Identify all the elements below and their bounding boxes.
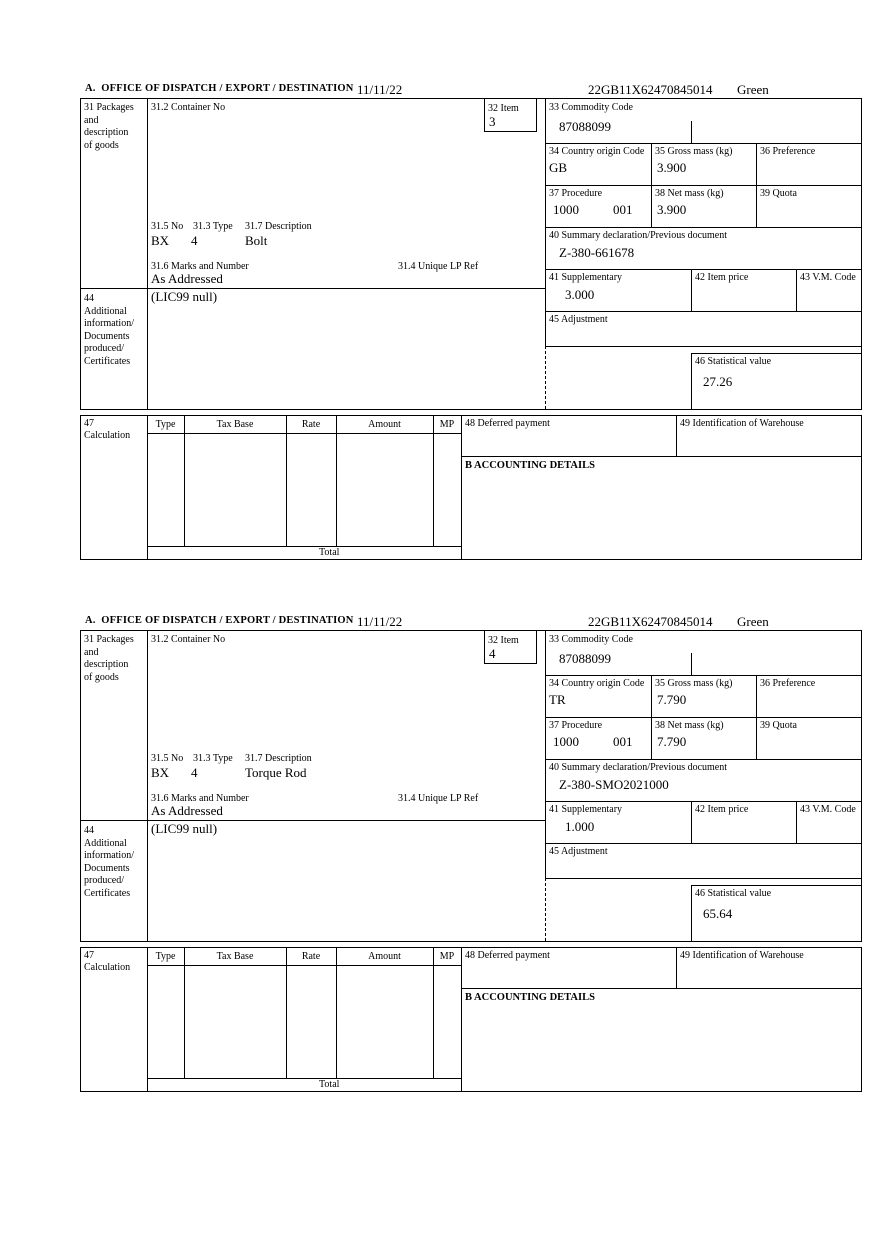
box-41-supplementary-label: 41 Supplementary	[549, 804, 623, 815]
divider-header-row	[147, 965, 461, 966]
column-header-amount: Amount	[368, 419, 401, 430]
statistical-value: 27.26	[703, 374, 733, 389]
divider	[433, 948, 434, 1078]
label-line: information/	[84, 850, 134, 861]
divider-header-row	[147, 433, 461, 434]
box-31-2-container-no-label: 31.2 Container No	[151, 102, 226, 113]
label-line: of goods	[84, 139, 119, 151]
box-35-gross-mass-label: 35 Gross mass (kg)	[655, 678, 733, 689]
box-31-3-type-label: 31.3 Type	[193, 221, 233, 232]
declaration-date: 11/11/22	[357, 614, 403, 629]
item-number-value: 4	[489, 646, 496, 661]
box-32-item-label: 32 Item	[488, 103, 519, 114]
column-header-type: Type	[155, 951, 176, 962]
label-line: of goods	[84, 671, 119, 683]
divider-total-row	[147, 546, 461, 547]
column-header-rate: Rate	[301, 951, 321, 962]
box-33-commodity-code-label: 33 Commodity Code	[549, 634, 633, 645]
column-header-type: Type	[155, 419, 176, 430]
goods-item-box	[80, 98, 862, 410]
package-no-value: BX	[151, 765, 170, 780]
divider-item-box-bottom	[484, 663, 537, 664]
previous-document-value: Z-380-SMO2021000	[559, 777, 669, 792]
package-no-value: BX	[151, 233, 170, 248]
divider	[545, 801, 861, 802]
label-line: Additional	[84, 305, 127, 317]
declaration-item-section-4	[80, 614, 862, 1092]
divider	[433, 416, 434, 546]
divider	[461, 988, 861, 989]
divider	[796, 801, 797, 843]
declaration-item-section-3	[80, 82, 862, 560]
box-39-quota-label: 39 Quota	[760, 720, 797, 731]
divider	[336, 948, 337, 1078]
goods-description-value: Torque Rod	[245, 765, 307, 780]
divider-statistical-left	[691, 885, 692, 941]
divider	[691, 269, 692, 311]
box-38-net-mass-label: 38 Net mass (kg)	[655, 188, 724, 199]
box-36-preference-label: 36 Preference	[760, 146, 816, 157]
box-44-additional-info-label	[84, 293, 134, 368]
divider	[545, 759, 861, 760]
declaration-date: 11/11/22	[357, 82, 403, 97]
office-of-dispatch-title: A. OFFICE OF DISPATCH / EXPORT / DESTINATION	[85, 83, 354, 94]
divider	[184, 948, 185, 1078]
column-header-tax-base: Tax Base	[216, 419, 254, 430]
divider	[545, 185, 861, 186]
divider	[545, 269, 861, 270]
box-32-item-label: 32 Item	[488, 635, 519, 646]
package-type-value: 4	[191, 765, 198, 780]
box-45-adjustment-label: 45 Adjustment	[549, 846, 608, 857]
box-48-deferred-payment-label: 48 Deferred payment	[465, 950, 550, 961]
column-header-mp: MP	[439, 951, 455, 962]
label-line: Documents	[84, 862, 130, 874]
divider-item-box-right	[536, 631, 537, 663]
commodity-code-separator	[691, 653, 692, 675]
divider	[461, 456, 861, 457]
box-31-4-unique-lp-ref-label: 31.4 Unique LP Ref	[398, 793, 479, 804]
divider	[545, 717, 861, 718]
supplementary-units-value: 3.000	[565, 287, 595, 302]
divider-statistical-dashed	[545, 346, 546, 409]
box-40-previous-document-label: 40 Summary declaration/Previous document	[549, 762, 728, 773]
box-31-5-no-label: 31.5 No	[151, 221, 184, 232]
box-31-packages-label	[84, 102, 134, 152]
marks-numbers-value: As Addressed	[151, 271, 223, 286]
label-line: 31 Packages	[84, 102, 134, 113]
column-header-rate: Rate	[301, 419, 321, 430]
divider-left-column	[147, 631, 148, 941]
box-31-5-no-label: 31.5 No	[151, 753, 184, 764]
package-type-value: 4	[191, 233, 198, 248]
label-line: 44	[84, 293, 94, 304]
net-mass-value: 7.790	[657, 734, 687, 749]
divider-right-column	[545, 99, 546, 346]
additional-information-value: (LIC99 null)	[151, 821, 218, 836]
box-47-calculation-label	[84, 950, 130, 974]
gross-mass-value: 3.900	[657, 160, 687, 175]
item-number-value: 3	[489, 114, 496, 129]
calculation-box	[80, 947, 862, 1092]
box-31-2-container-no-label: 31.2 Container No	[151, 634, 226, 645]
divider	[796, 269, 797, 311]
total-label: Total	[319, 1079, 340, 1090]
label-line: description	[84, 127, 129, 138]
divider-item-box-left	[484, 631, 485, 663]
routing-status: Green	[737, 614, 769, 629]
box-39-quota-label: 39 Quota	[760, 188, 797, 199]
divider	[461, 948, 462, 1091]
accounting-details-heading: B ACCOUNTING DETAILS	[465, 460, 595, 471]
procedure-suffix-value: 001	[613, 734, 633, 749]
mrn-reference: 22GB11X62470845014	[588, 614, 713, 629]
divider-statistical-dashed	[545, 878, 546, 941]
label-line: Calculation	[84, 430, 131, 441]
country-origin-value: TR	[549, 692, 566, 707]
column-header-amount: Amount	[368, 951, 401, 962]
label-line: and	[84, 646, 99, 658]
divider	[184, 416, 185, 546]
box-37-procedure-label: 37 Procedure	[549, 720, 603, 731]
box-35-gross-mass-label: 35 Gross mass (kg)	[655, 146, 733, 157]
box-31-4-unique-lp-ref-label: 31.4 Unique LP Ref	[398, 261, 479, 272]
label-line: information/	[84, 318, 134, 329]
label-line: produced/	[84, 875, 124, 886]
box-46-statistical-value-label: 46 Statistical value	[695, 888, 772, 899]
procedure-value: 1000	[553, 734, 579, 749]
box-31-6-marks-label: 31.6 Marks and Number	[151, 261, 249, 272]
office-of-dispatch-title: A. OFFICE OF DISPATCH / EXPORT / DESTINATION	[85, 615, 354, 626]
divider	[461, 416, 462, 559]
box-31-3-type-label: 31.3 Type	[193, 753, 233, 764]
marks-numbers-value: As Addressed	[151, 803, 223, 818]
net-mass-value: 3.900	[657, 202, 687, 217]
box-37-procedure-label: 37 Procedure	[549, 188, 603, 199]
divider-item-box-bottom	[484, 131, 537, 132]
label-line: Calculation	[84, 962, 131, 973]
divider	[336, 416, 337, 546]
box-38-net-mass-label: 38 Net mass (kg)	[655, 720, 724, 731]
divider	[545, 843, 861, 844]
label-line: and	[84, 114, 99, 126]
accounting-details-heading: B ACCOUNTING DETAILS	[465, 992, 595, 1003]
label-line: Certificates	[84, 355, 131, 367]
box-44-additional-info-label	[84, 825, 134, 900]
divider	[691, 801, 692, 843]
box-31-6-marks-label: 31.6 Marks and Number	[151, 793, 249, 804]
country-origin-value: GB	[549, 160, 568, 175]
label-line: 47	[84, 950, 94, 961]
divider-total-row	[147, 1078, 461, 1079]
box-48-deferred-payment-label: 48 Deferred payment	[465, 418, 550, 429]
commodity-code-separator	[691, 121, 692, 143]
procedure-suffix-value: 001	[613, 202, 633, 217]
box-46-statistical-value-label: 46 Statistical value	[695, 356, 772, 367]
box-45-adjustment-label: 45 Adjustment	[549, 314, 608, 325]
label-line: 47	[84, 418, 94, 429]
box-31-packages-label	[84, 634, 134, 684]
routing-status: Green	[737, 82, 769, 97]
box-41-supplementary-label: 41 Supplementary	[549, 272, 623, 283]
box-34-country-origin-label: 34 Country origin Code	[549, 146, 645, 157]
label-line: Certificates	[84, 887, 131, 899]
divider-statistical-left	[691, 353, 692, 409]
divider	[286, 948, 287, 1078]
label-line: Additional	[84, 837, 127, 849]
divider-statistical-top	[691, 885, 861, 886]
divider	[147, 416, 148, 559]
divider	[545, 227, 861, 228]
label-line: 31 Packages	[84, 634, 134, 645]
box-49-warehouse-label: 49 Identification of Warehouse	[680, 950, 804, 961]
divider	[147, 948, 148, 1091]
divider	[545, 311, 861, 312]
calculation-box	[80, 415, 862, 560]
divider-item-box-left	[484, 99, 485, 131]
divider	[545, 675, 861, 676]
box-43-vm-code-label: 43 V.M. Code	[800, 272, 856, 283]
column-header-tax-base: Tax Base	[216, 951, 254, 962]
column-header-mp: MP	[439, 419, 455, 430]
label-line: 44	[84, 825, 94, 836]
label-line: description	[84, 659, 129, 670]
box-47-calculation-label	[84, 418, 130, 442]
box-40-previous-document-label: 40 Summary declaration/Previous document	[549, 230, 728, 241]
gross-mass-value: 7.790	[657, 692, 687, 707]
divider	[545, 878, 861, 879]
box-42-item-price-label: 42 Item price	[695, 804, 749, 815]
box-42-item-price-label: 42 Item price	[695, 272, 749, 283]
divider-item-box-right	[536, 99, 537, 131]
total-label: Total	[319, 547, 340, 558]
box-43-vm-code-label: 43 V.M. Code	[800, 804, 856, 815]
previous-document-value: Z-380-661678	[559, 245, 635, 260]
box-36-preference-label: 36 Preference	[760, 678, 816, 689]
supplementary-units-value: 1.000	[565, 819, 595, 834]
mrn-reference: 22GB11X62470845014	[588, 82, 713, 97]
divider	[545, 346, 861, 347]
divider-right-column	[545, 631, 546, 878]
divider	[676, 948, 677, 988]
goods-description-value: Bolt	[245, 233, 268, 248]
box-31-7-description-label: 31.7 Description	[245, 753, 312, 764]
additional-information-value: (LIC99 null)	[151, 289, 218, 304]
divider	[545, 143, 861, 144]
divider	[676, 416, 677, 456]
label-line: Documents	[84, 330, 130, 342]
divider-left-column	[147, 99, 148, 409]
box-34-country-origin-label: 34 Country origin Code	[549, 678, 645, 689]
box-31-7-description-label: 31.7 Description	[245, 221, 312, 232]
divider-statistical-top	[691, 353, 861, 354]
divider	[286, 416, 287, 546]
goods-item-box	[80, 630, 862, 942]
commodity-code-value: 87088099	[559, 651, 611, 666]
procedure-value: 1000	[553, 202, 579, 217]
box-49-warehouse-label: 49 Identification of Warehouse	[680, 418, 804, 429]
commodity-code-value: 87088099	[559, 119, 611, 134]
box-33-commodity-code-label: 33 Commodity Code	[549, 102, 633, 113]
statistical-value: 65.64	[703, 906, 733, 921]
label-line: produced/	[84, 343, 124, 354]
